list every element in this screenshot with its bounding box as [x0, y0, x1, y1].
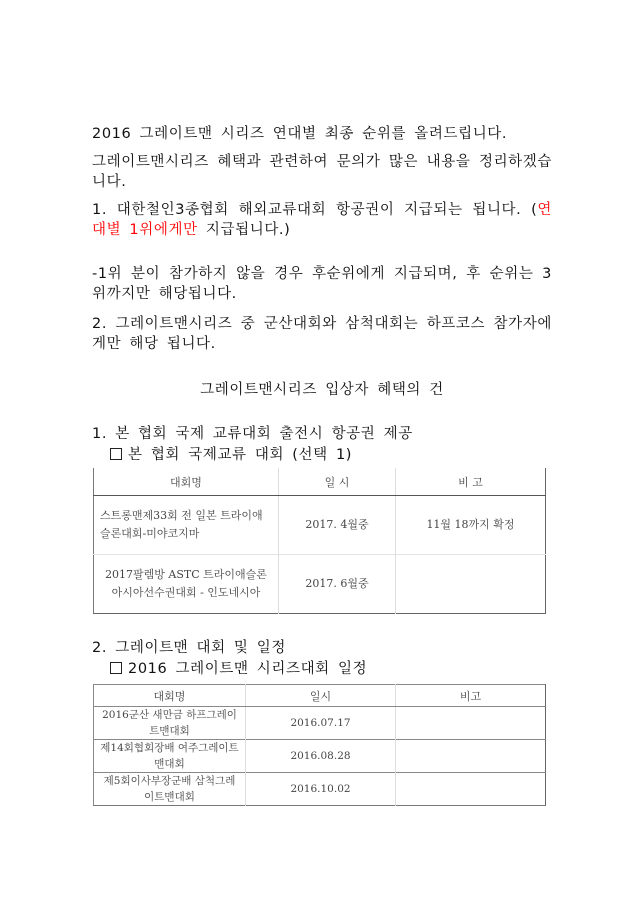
section-1-heading: 1. 본 협회 국제 교류대회 출전시 항공권 제공 [92, 426, 413, 442]
cell-date: 2016.08.28 [246, 740, 396, 773]
column-header-note: 비고 [396, 685, 546, 707]
intro-line-1: 2016 그레이트맨 시리즈 연대별 최종 순위를 올려드립니다. [92, 126, 508, 142]
cell-date: 2017. 4월중 [279, 496, 396, 555]
cell-note [396, 740, 546, 773]
cell-event-name: 제14회협회장배 여주그레이트맨대회 [94, 740, 246, 773]
section-2-subheading-text: 2016 그레이트맨 시리즈대회 일정 [128, 661, 368, 677]
note-item-1 [92, 200, 552, 240]
table-row [94, 555, 546, 614]
column-header-note: 비 고 [396, 468, 546, 496]
checkbox-square-icon [110, 662, 122, 674]
cell-note: 11월 18까지 확정 [396, 496, 546, 555]
column-header-date: 일시 [246, 685, 396, 707]
table-row [94, 740, 546, 773]
cell-note [396, 707, 546, 740]
column-header-event: 대회명 [94, 468, 279, 496]
note-item-1-sub: -1위 분이 참가하지 않을 경우 후순위에게 지급되며, 후 순위는 3위까지만 해당됩니다. [92, 266, 552, 302]
column-header-event: 대회명 [94, 685, 246, 707]
international-events-table [93, 468, 546, 614]
cell-event-name: 제5회이사부장군배 삼척그레이트맨대회 [94, 773, 246, 806]
series-schedule-table [93, 684, 546, 806]
table-header-row [94, 468, 546, 496]
cell-event-name: 2017팔렘방 ASTC 트라이애슬론 아시아선수권대회 - 인도네시아 [94, 555, 279, 614]
cell-date: 2016.10.02 [246, 773, 396, 806]
table-row [94, 496, 546, 555]
note-item-2: 2. 그레이트맨시리즈 중 군산대회와 삼척대회는 하프코스 참가자에게만 해당 됩니다. [92, 316, 552, 352]
section-1-subheading-text: 본 협회 국제교류 대회 (선택 1) [128, 447, 353, 463]
section-1-subheading [110, 443, 352, 464]
note-item-1-prefix: 1. 대한철인3종협회 해외교류대회 항공권이 지급되는 됩니다. ( [92, 202, 538, 218]
section-2-subheading [110, 657, 367, 678]
cell-note [396, 773, 546, 806]
checkbox-square-icon [110, 448, 122, 460]
note-item-1-highlight: 연대별 1위에게만 [92, 202, 552, 238]
cell-event-name: 스트롱맨제33회 전 일본 트라이애슬론대회-미야코지마 [94, 496, 279, 555]
cell-event-name: 2016군산 새만금 하프그레이트맨대회 [94, 707, 246, 740]
table-header-row [94, 685, 546, 707]
intro-line-2: 그레이트맨시리즈 혜택과 관련하여 문의가 많은 내용을 정리하겠습니다. [92, 154, 552, 190]
benefits-title: 그레이트맨시리즈 입상자 혜택의 건 [200, 382, 444, 398]
column-header-date: 일 시 [279, 468, 396, 496]
table-row [94, 707, 546, 740]
section-2-heading: 2. 그레이트맨 대회 및 일정 [92, 640, 286, 656]
cell-note [396, 555, 546, 614]
note-item-1-suffix: 지급됩니다.) [197, 222, 291, 238]
table-row [94, 773, 546, 806]
cell-date: 2017. 6월중 [279, 555, 396, 614]
cell-date: 2016.07.17 [246, 707, 396, 740]
